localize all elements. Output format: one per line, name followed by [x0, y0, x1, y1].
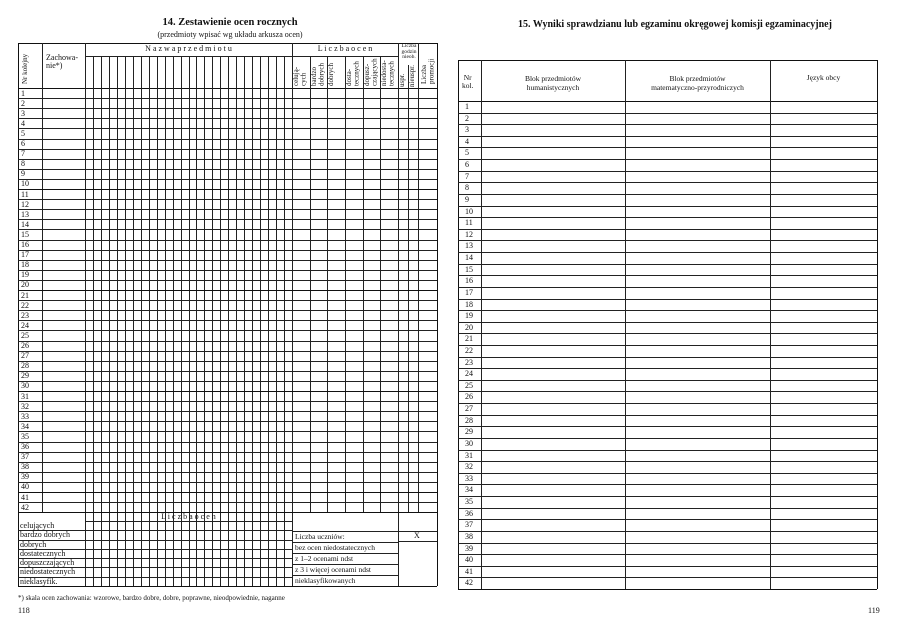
row-number: 33 [21, 411, 29, 421]
language-col-header: Język obcy [806, 73, 841, 82]
row-number: 3 [465, 125, 469, 135]
grid-line [18, 320, 437, 321]
grid-line [458, 415, 877, 416]
grid-line [345, 56, 346, 512]
grid-line [398, 541, 437, 542]
grid-line [458, 322, 877, 323]
row-number: 6 [465, 160, 469, 170]
row-number: 35 [21, 431, 29, 441]
grid-line [18, 290, 437, 291]
grid-line [18, 482, 437, 483]
grid-line [458, 264, 877, 265]
row-number: 18 [21, 260, 29, 270]
grid-line [18, 118, 437, 119]
row-number: 22 [465, 346, 473, 355]
summary-label: nieklasyfik. [20, 576, 58, 586]
row-number: 41 [465, 566, 473, 576]
grid-line [18, 250, 437, 251]
grid-line [458, 182, 877, 183]
row-number: 29 [465, 427, 473, 437]
right-page-number: 119 [868, 606, 880, 615]
row-number: 40 [465, 555, 473, 565]
row-number: 13 [465, 241, 473, 251]
x-mark: X [414, 531, 420, 540]
grid-line [18, 108, 437, 109]
row-number: 32 [465, 462, 473, 472]
row-number: 37 [21, 452, 29, 462]
grid-line [398, 531, 437, 532]
summary-label: niedostatecznych [20, 567, 76, 577]
grid-line [18, 159, 437, 160]
row-number: 29 [21, 371, 29, 381]
grid-line [458, 450, 877, 451]
row-number: 4 [21, 118, 25, 128]
nr-col-header: Nr kol. [462, 73, 474, 90]
grid-line [458, 287, 877, 288]
grid-line [18, 492, 437, 493]
row-number: 20 [465, 322, 473, 332]
row-number: 31 [21, 391, 29, 401]
grid-line [18, 462, 437, 463]
grid-line [458, 543, 877, 544]
grid-line [18, 452, 437, 453]
row-number: 21 [21, 290, 29, 300]
grid-line [458, 403, 877, 404]
grid-line [18, 351, 437, 352]
grid-line [18, 472, 437, 473]
row-number: 1 [21, 88, 25, 98]
row-number: 28 [465, 415, 473, 425]
row-number: 12 [21, 199, 29, 209]
row-number: 18 [465, 299, 473, 309]
row-number: 24 [465, 369, 473, 379]
grid-line [18, 229, 437, 230]
row-number: 5 [465, 148, 469, 158]
grid-line [18, 240, 437, 241]
summary-label: dobrych [20, 539, 47, 549]
grid-line [292, 43, 293, 586]
right-page-title: 15. Wyniki sprawdzianu lub egzaminu okręgowej komisji egzaminacyjnej [518, 19, 832, 30]
row-number: 25 [21, 330, 29, 340]
grid-line [18, 128, 437, 129]
grid-line [18, 330, 437, 331]
grid-line [408, 65, 409, 512]
row-number: 7 [465, 171, 469, 181]
row-number: 37 [465, 520, 473, 530]
left-page-number: 118 [18, 606, 30, 615]
row-number: 16 [465, 276, 473, 286]
row-number: 15 [21, 229, 29, 239]
grade-col-4: dosta- tecznych [345, 61, 361, 86]
students-label: Liczba uczniów: [295, 531, 345, 541]
grid-line [18, 540, 292, 541]
row-number: 2 [21, 98, 25, 108]
students-label: nieklasyfikowanych [295, 575, 356, 585]
row-number: 12 [465, 229, 473, 239]
grid-line [437, 43, 438, 586]
grid-line [458, 589, 877, 590]
row-number: 38 [465, 531, 473, 541]
grid-line [458, 461, 877, 462]
row-number: 39 [21, 472, 29, 482]
row-number: 23 [21, 310, 29, 320]
grid-line [458, 252, 877, 253]
right-page [450, 0, 900, 637]
row-number: 4 [465, 136, 469, 146]
grid-line [18, 260, 437, 261]
grid-line [18, 310, 437, 311]
humanities-col-header: Blok przedmiotów humanistycznych [524, 74, 582, 92]
row-number: 31 [465, 450, 473, 460]
grid-line [18, 442, 437, 443]
left-page-subtitle: (przedmioty wpisać wg układu arkusza ocen) [157, 30, 303, 39]
grid-line [458, 508, 877, 509]
grid-line [18, 371, 437, 372]
grid-line [458, 299, 877, 300]
grid-line [458, 496, 877, 497]
row-number: 32 [21, 401, 29, 411]
row-number: 1 [465, 102, 469, 111]
grid-line [18, 43, 19, 586]
row-number: 40 [21, 482, 29, 492]
grid-line [18, 431, 437, 432]
grade-col-1: celują- cych [292, 66, 308, 86]
row-number: 10 [465, 206, 473, 216]
grid-line [458, 426, 877, 427]
grid-line [18, 199, 437, 200]
row-number: 38 [21, 462, 29, 472]
row-number: 26 [21, 341, 29, 350]
grid-line [18, 179, 437, 180]
grid-line [18, 401, 437, 402]
students-label: bez ocen niedostatecznych [295, 542, 375, 552]
row-number: 6 [21, 139, 25, 148]
row-number: 8 [21, 159, 25, 169]
left-page-title: 14. Zestawienie ocen rocznych [162, 17, 298, 28]
grid-line [363, 56, 364, 512]
row-number: 9 [21, 169, 25, 179]
students-label: z 3 i więcej ocenami ndst [295, 564, 372, 574]
row-number: 21 [465, 334, 473, 344]
row-number: 34 [21, 421, 29, 431]
grid-line [458, 566, 877, 567]
row-number: 13 [21, 209, 29, 219]
row-number: 19 [21, 270, 29, 280]
row-number: 36 [21, 442, 29, 451]
row-number: 42 [21, 502, 29, 512]
grid-line [458, 101, 877, 102]
absence-unexcused: nieuspr. [408, 65, 416, 87]
row-number: 14 [21, 219, 29, 229]
grid-line [458, 345, 877, 346]
grade-col-5: dopusz- czających [362, 58, 378, 86]
grid-line [18, 169, 437, 170]
grid-line [380, 56, 381, 512]
grades-count-header: L i c z b a o c e n [317, 44, 373, 53]
row-number: 25 [465, 380, 473, 390]
grid-line [398, 43, 399, 586]
grid-line [18, 391, 437, 392]
grid-line [481, 60, 482, 589]
grid-line [458, 554, 877, 555]
grid-line [18, 361, 437, 362]
row-number: 3 [21, 108, 25, 118]
grid-line [327, 56, 328, 512]
grid-line [18, 586, 437, 587]
grid-line [18, 341, 437, 342]
grade-col-3: dobrych [327, 63, 336, 86]
grid-line [458, 136, 877, 137]
grid-line [458, 380, 877, 381]
grid-line [18, 219, 437, 220]
row-number: 17 [465, 287, 473, 297]
row-number: 34 [465, 485, 473, 495]
row-number: 36 [465, 508, 473, 518]
grid-line [458, 391, 877, 392]
row-number: 27 [465, 404, 473, 414]
grade-col-2: bardzo dobrych [309, 63, 325, 86]
grade-col-6: niedosta- tecznych [380, 60, 396, 86]
grid-line [458, 333, 877, 334]
row-number: 7 [21, 149, 25, 159]
summary-label: dopuszczających [20, 558, 75, 568]
summary-label: bardzo dobrych [20, 530, 70, 540]
grid-line [458, 60, 877, 61]
students-label: z 1–2 ocenami ndst [295, 553, 354, 563]
row-number: 8 [465, 183, 469, 193]
grid-line [458, 357, 877, 358]
grid-line [458, 473, 877, 474]
grid-line [18, 421, 437, 422]
grid-line [458, 368, 877, 369]
row-number: 19 [465, 311, 473, 321]
grid-line [18, 98, 437, 99]
grid-line [18, 577, 292, 578]
row-number: 33 [465, 473, 473, 483]
grid-line [458, 531, 877, 532]
grid-line [18, 209, 437, 210]
grid-line [770, 60, 771, 589]
grid-line [85, 43, 86, 586]
grid-line [458, 217, 877, 218]
summary-label: celujących [20, 521, 55, 530]
grid-line [85, 521, 292, 522]
subjects-header: N a z w a p r z e d m i o t u [145, 44, 232, 53]
row-number: 28 [21, 361, 29, 371]
grid-line [18, 270, 437, 271]
grid-line [458, 310, 877, 311]
row-number: 30 [21, 381, 29, 391]
behavior-column-header: Zachowa- nie*) [46, 53, 78, 70]
grid-line [18, 280, 437, 281]
row-number: 42 [465, 578, 473, 588]
row-number: 2 [465, 113, 469, 123]
grid-line [18, 502, 437, 503]
grid-line [458, 206, 877, 207]
footnote: *) skala ocen zachowania: wzorowe, bardzo dobre, dobre, poprawne, nieodpowiednie, naganne [18, 594, 285, 602]
row-number: 16 [21, 240, 29, 249]
grid-line [458, 229, 877, 230]
row-number: 39 [465, 543, 473, 553]
science-col-header: Blok przedmiotów matematyczno-przyrodniczych [651, 74, 744, 92]
grid-line [458, 484, 877, 485]
row-number: 22 [21, 300, 29, 310]
row-number: 14 [465, 253, 473, 263]
row-number: 17 [21, 250, 29, 260]
grid-line [18, 411, 437, 412]
row-number: 27 [21, 351, 29, 361]
nr-column-header: Nr kolejny [21, 53, 29, 84]
row-number: 30 [465, 438, 473, 448]
grid-line [458, 60, 459, 589]
row-number: 35 [465, 497, 473, 507]
row-number: 26 [465, 392, 473, 402]
row-number: 24 [21, 320, 29, 330]
absence-excused: uspr. [398, 73, 406, 87]
grid-line [458, 275, 877, 276]
grid-line [18, 300, 437, 301]
row-number: 20 [21, 280, 29, 290]
grid-line [458, 171, 877, 172]
row-number: 15 [465, 264, 473, 274]
grid-line [625, 60, 626, 589]
grid-line [458, 147, 877, 148]
grid-line [877, 60, 878, 589]
summary-label: dostatecznych [20, 548, 66, 558]
grid-line [18, 381, 437, 382]
grid-line [458, 577, 877, 578]
row-number: 11 [21, 189, 29, 199]
grid-line [458, 519, 877, 520]
grid-line [18, 189, 437, 190]
row-number: 41 [21, 492, 29, 502]
exam-results-table [450, 0, 900, 637]
grid-line [458, 240, 877, 241]
grid-line [458, 194, 877, 195]
grid-line [458, 124, 877, 125]
promotion-column-header: Liczba promocji [420, 58, 436, 84]
row-number: 5 [21, 128, 25, 138]
row-number: 9 [465, 194, 469, 204]
grid-line [458, 159, 877, 160]
grid-line [18, 139, 437, 140]
row-number: 11 [465, 218, 473, 228]
grid-line [458, 438, 877, 439]
grid-line [458, 113, 877, 114]
absence-header: Liczba godzin nieob. [401, 43, 417, 60]
summary-grades-header: L i c z b a o c e n [161, 512, 216, 522]
row-number: 23 [465, 357, 473, 367]
row-number: 10 [21, 179, 29, 189]
grid-line [310, 56, 311, 512]
grid-line [18, 149, 437, 150]
